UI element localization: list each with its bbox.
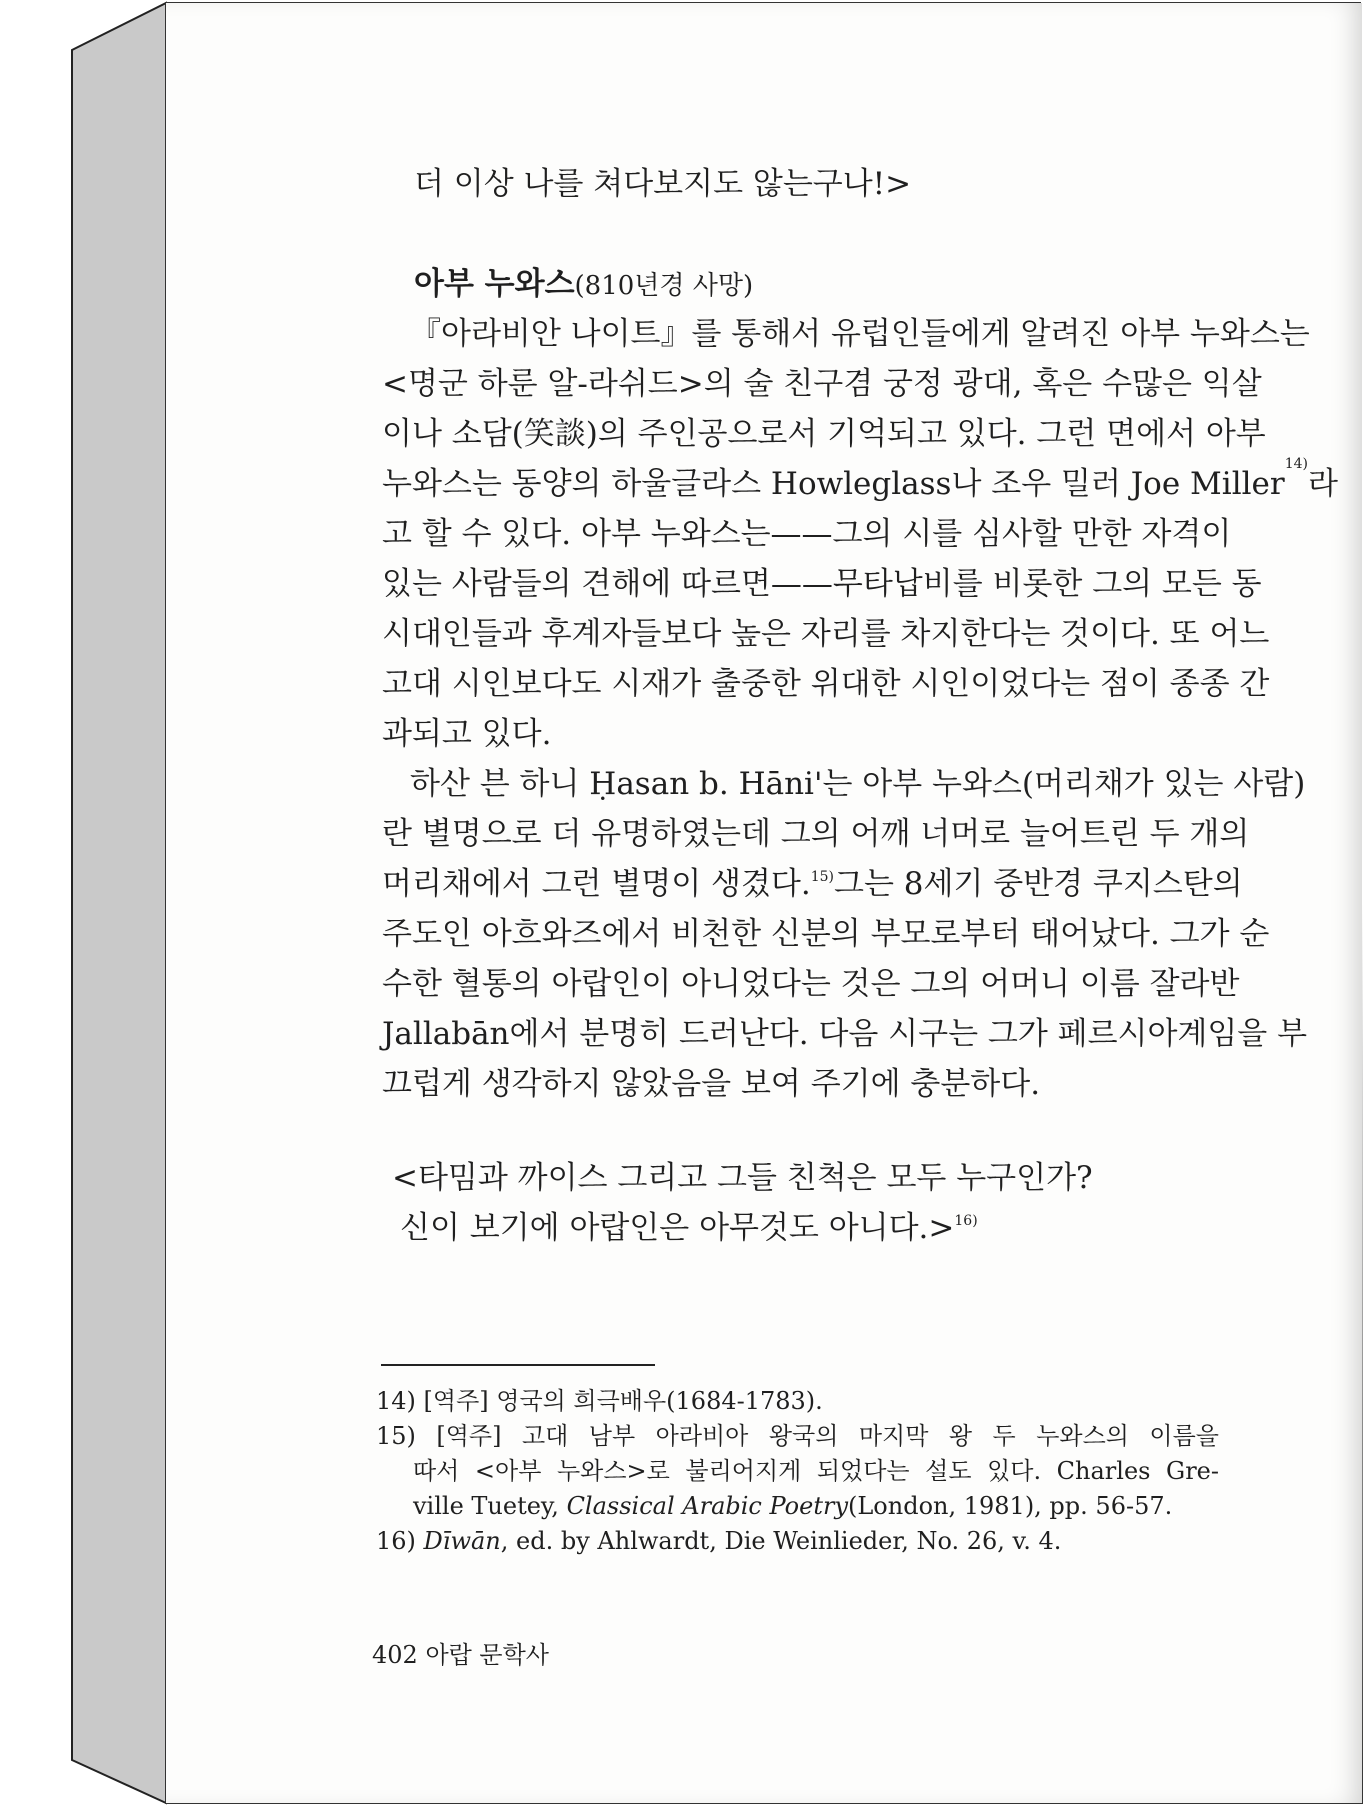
footnote-ref-16: 16): [954, 1213, 978, 1229]
p2-line: 란 별명으로 더 유명하였는데 그의 어깨 너머로 늘어트린 두 개의: [382, 816, 1250, 852]
quote-top: 더 이상 나를 쳐다보지도 않는구나!>: [414, 166, 912, 202]
p2-line-3-head: 머리채에서 그런 별명이 생겼다.: [382, 866, 811, 902]
p2-line-3-tail: 그는 8세기 중반경 쿠지스탄의: [834, 866, 1243, 902]
page-folio: 402 아랍 문학사: [372, 1641, 549, 1669]
p2-line-3-text: [382, 864, 834, 904]
p1-line: 고 할 수 있다. 아부 누와스는——그의 시를 심사할 만한 자격이: [382, 516, 1232, 552]
p1-line: 시대인들과 후계자들보다 높은 자리를 차지한다는 것이다. 또 어느: [382, 616, 1270, 652]
fn15-title: Classical Arabic Poetry: [566, 1492, 848, 1520]
fn15-pre: ville Tuetey,: [413, 1492, 567, 1520]
heading-dates: (810년경 사망): [574, 271, 754, 301]
p2-line: 하산 븐 하니 Ḥasan b. Hāni'는 아부 누와스(머리채가 있는 사람): [410, 766, 1306, 802]
section-heading: [414, 264, 753, 306]
footnote-16: [376, 1524, 1061, 1558]
p2-line: 주도인 아흐와즈에서 비천한 신분의 부모로부터 태어났다. 그가 순: [382, 916, 1270, 952]
fn15-post: (London, 1981), pp. 56-57.: [848, 1492, 1173, 1520]
footnote-15-line2: 따서 <아부 누와스>로 불리어지게 되었다는 설도 있다. Charles Gre-: [413, 1457, 1219, 1485]
fn16-pre: 16): [376, 1527, 424, 1555]
quote-line: <타밈과 까이스 그리고 그들 친척은 모두 누구인가?: [392, 1160, 1093, 1196]
p1-line: 『아라비안 나이트』를 통해서 유럽인들에게 알려진 아부 누와스는: [410, 316, 1310, 352]
footnote-15-line1: 15) [역주] 고대 남부 아라비아 왕국의 마지막 왕 두 누와스의 이름을: [376, 1422, 1219, 1450]
p1-line-4: [382, 456, 1338, 504]
p2-line-3: [382, 864, 1243, 904]
p2-line: Jallabān에서 분명히 드러난다. 다음 시구는 그가 페르시아계임을 부: [382, 1016, 1308, 1052]
footnote-ref-15: 15): [810, 869, 834, 885]
p2-line: 수한 혈통의 아랍인이 아니었다는 것은 그의 어머니 이름 잘라반: [382, 966, 1240, 1002]
p1-line: 이나 소담(笑談)의 주인공으로서 기억되고 있다. 그런 면에서 아부: [382, 416, 1266, 452]
p2-line: 끄럽게 생각하지 않았음을 보여 주기에 충분하다.: [382, 1066, 1041, 1102]
footnote-ref-14: 14): [1284, 456, 1308, 472]
p1-line: 있는 사람들의 견해에 따르면——무타납비를 비롯한 그의 모든 동: [382, 566, 1262, 602]
p1-line: 과되고 있다.: [382, 716, 552, 752]
quote-line: [400, 1208, 978, 1248]
p1-line-4-text: 누와스는 동양의 하울글라스 Howleglass나 조우 밀러 Joe Miller: [382, 466, 1285, 502]
quote-line-text: 신이 보기에 아랍인은 아무것도 아니다.>: [400, 1210, 955, 1246]
p1-line: <명군 하룬 알-라쉬드>의 술 친구겸 궁정 광대, 혹은 수많은 익살: [382, 366, 1262, 402]
heading-name: 아부 누와스: [414, 266, 575, 302]
p1-line-4-tail: 라: [1307, 466, 1338, 502]
p1-line: 고대 시인보다도 시재가 출중한 위대한 시인이었다는 점이 종종 간: [382, 666, 1270, 702]
footnote-rule: [381, 1364, 655, 1366]
fn16-post: , ed. by Ahlwardt, Die Weinlieder, No. 26, v. 4.: [500, 1527, 1062, 1555]
footnote-15-line3: [413, 1489, 1172, 1523]
fn16-title: Dīwān: [423, 1527, 501, 1555]
footnote-14: 14) [역주] 영국의 희극배우(1684-1783).: [376, 1387, 823, 1415]
